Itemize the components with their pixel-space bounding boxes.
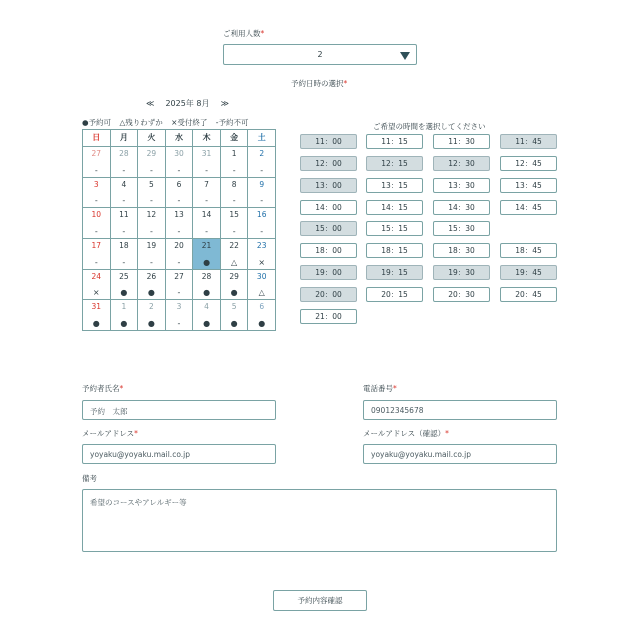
- day-number: 30: [256, 271, 267, 281]
- day-status: ●: [203, 318, 211, 328]
- day-status: -: [232, 196, 236, 206]
- day-number: 17: [91, 240, 102, 250]
- calendar-day[interactable]: [138, 239, 166, 270]
- time-slot-button[interactable]: 20：30: [433, 287, 490, 302]
- time-slot-button: 12：00: [300, 156, 357, 171]
- calendar-day[interactable]: [138, 147, 166, 178]
- day-status: -: [177, 196, 181, 206]
- weekday-header: 火: [138, 130, 166, 147]
- time-slot-button[interactable]: 11：30: [433, 134, 490, 149]
- legend-few: △残りわずか: [119, 118, 163, 127]
- calendar-day[interactable]: [83, 270, 111, 301]
- day-number: 30: [174, 149, 184, 158]
- day-status: -: [149, 165, 153, 175]
- time-slot-button[interactable]: 14：30: [433, 200, 490, 215]
- name-input[interactable]: 予約 太郎: [82, 400, 276, 420]
- day-number: 13: [174, 210, 184, 220]
- time-slot-button[interactable]: 18：30: [433, 243, 490, 258]
- day-status: ×: [258, 257, 266, 267]
- email-label: メールアドレス*: [82, 429, 138, 438]
- day-number: 2: [259, 149, 265, 158]
- calendar-day[interactable]: [111, 178, 139, 209]
- day-status: ●: [147, 288, 155, 298]
- email-confirm-input[interactable]: yoyaku@yoyaku.mail.co.jp: [363, 444, 557, 464]
- phone-label: 電話番号*: [363, 384, 397, 393]
- calendar-day[interactable]: [248, 239, 276, 270]
- day-status: -: [260, 165, 264, 175]
- day-status: ●: [230, 288, 238, 298]
- calendar-day[interactable]: [248, 147, 276, 178]
- day-number: 18: [119, 240, 129, 250]
- day-number: 9: [259, 179, 265, 189]
- day-status: ●: [203, 288, 211, 298]
- time-slot-button[interactable]: 20：15: [366, 287, 423, 302]
- day-number: 11: [119, 210, 129, 220]
- calendar-day[interactable]: [166, 300, 194, 331]
- day-number: 28: [119, 149, 129, 158]
- weekday-header: 木: [193, 130, 221, 147]
- calendar-day[interactable]: [193, 147, 221, 178]
- day-number: 27: [91, 149, 102, 158]
- day-status: -: [122, 165, 126, 175]
- calendar-day[interactable]: [248, 300, 276, 331]
- notes-textarea[interactable]: 希望のコースやアレルギー等: [82, 489, 557, 552]
- time-slot-button: 19：15: [366, 265, 423, 280]
- day-status: -: [232, 165, 236, 175]
- time-slot-button: 12：15: [366, 156, 423, 171]
- calendar-day[interactable]: [166, 178, 194, 209]
- time-slot-button: 11：00: [300, 134, 357, 149]
- day-status: -: [149, 257, 153, 267]
- name-label: 予約者氏名*: [82, 384, 124, 393]
- day-status: ●: [120, 318, 128, 328]
- day-status: -: [205, 196, 208, 206]
- guests-label: ご利用人数*: [223, 29, 265, 38]
- calendar-day[interactable]: [111, 300, 139, 331]
- time-slot-button: 13：00: [300, 178, 357, 193]
- day-status: -: [94, 226, 98, 236]
- calendar-day[interactable]: [166, 208, 194, 239]
- calendar-day[interactable]: [193, 270, 221, 301]
- day-status: -: [122, 196, 126, 206]
- month-nav: [146, 98, 229, 109]
- time-slot-button: 12：30: [433, 156, 490, 171]
- day-status: -: [177, 257, 181, 267]
- day-status: -: [205, 165, 208, 175]
- day-status: ×: [92, 288, 100, 298]
- day-status: -: [232, 226, 236, 236]
- day-number: 4: [121, 179, 127, 189]
- weekday-header: 月: [111, 130, 139, 147]
- confirm-button[interactable]: 予約内容確認: [273, 590, 367, 611]
- calendar-grid: [82, 129, 276, 331]
- day-number: 1: [231, 149, 237, 158]
- day-number: 28: [201, 271, 212, 281]
- email-confirm-label: メールアドレス（確認）*: [363, 429, 449, 438]
- prev-month-button[interactable]: ≪: [146, 99, 155, 108]
- day-status: -: [177, 318, 181, 328]
- day-number: 26: [146, 271, 157, 281]
- day-number: 2: [149, 302, 154, 312]
- calendar-day[interactable]: [221, 270, 249, 301]
- day-status: △: [231, 257, 238, 267]
- day-status: ●: [203, 257, 211, 267]
- time-slot-button[interactable]: 18：15: [366, 243, 423, 258]
- day-number: 29: [146, 149, 157, 158]
- time-slot-button[interactable]: 12：45: [500, 156, 557, 171]
- day-number: 10: [91, 210, 102, 220]
- time-slot-button[interactable]: 13：30: [433, 178, 490, 193]
- weekday-header: 金: [221, 130, 249, 147]
- calendar-day[interactable]: [221, 239, 249, 270]
- calendar-day[interactable]: [83, 147, 111, 178]
- time-slot-button[interactable]: 15：30: [433, 221, 490, 236]
- calendar-day[interactable]: [111, 270, 139, 301]
- time-slot-button: 11：45: [500, 134, 557, 149]
- calendar-day[interactable]: [83, 178, 111, 209]
- day-number: 5: [149, 179, 154, 189]
- day-status: -: [177, 288, 181, 298]
- time-slot-button[interactable]: 18：00: [300, 243, 357, 258]
- day-status: -: [94, 165, 98, 175]
- weekday-header: 水: [166, 130, 194, 147]
- calendar-day[interactable]: [111, 239, 139, 270]
- calendar-day[interactable]: [221, 208, 249, 239]
- month-label: 2025年 8月: [165, 99, 210, 108]
- day-status: ●: [147, 318, 155, 328]
- time-slot-button[interactable]: 13：15: [366, 178, 423, 193]
- calendar-day[interactable]: [221, 147, 249, 178]
- calendar-day[interactable]: [248, 178, 276, 209]
- day-number: 8: [231, 179, 237, 189]
- day-status: ●: [92, 318, 100, 328]
- calendar-day[interactable]: [138, 208, 166, 239]
- day-number: 6: [176, 179, 182, 189]
- day-number: 1: [121, 302, 127, 312]
- day-number: 3: [176, 302, 182, 312]
- calendar-day[interactable]: [166, 147, 194, 178]
- day-number: 31: [201, 149, 212, 158]
- calendar-day[interactable]: [248, 270, 276, 301]
- day-number: 7: [204, 179, 209, 189]
- notes-label: 備考: [82, 474, 97, 483]
- day-status: △: [258, 288, 265, 298]
- time-slot-button[interactable]: 18：45: [500, 243, 557, 258]
- time-slot-button[interactable]: 15：15: [366, 221, 423, 236]
- day-status: -: [149, 226, 153, 236]
- day-number: 6: [259, 302, 265, 312]
- day-number: 3: [93, 179, 99, 189]
- weekday-header: 日: [83, 130, 111, 147]
- calendar-day[interactable]: [193, 208, 221, 239]
- guests-select-value: 2: [317, 50, 323, 59]
- chevron-down-icon: [400, 52, 410, 60]
- day-status: -: [260, 196, 264, 206]
- next-month-button[interactable]: ≫: [220, 99, 229, 108]
- day-number: 16: [256, 210, 267, 220]
- day-status: -: [260, 226, 264, 236]
- legend-closed: ×受付終了: [171, 118, 208, 127]
- day-number: 29: [229, 271, 239, 281]
- calendar-day[interactable]: [221, 178, 249, 209]
- calendar-day[interactable]: [166, 239, 194, 270]
- calendar-legend: [82, 117, 255, 128]
- calendar-day[interactable]: [138, 178, 166, 209]
- day-number: 21: [201, 240, 212, 250]
- day-status: ●: [120, 288, 128, 298]
- day-number: 14: [201, 210, 212, 220]
- legend-unavailable: -予約不可: [215, 118, 249, 127]
- day-status: -: [122, 226, 126, 236]
- day-number: 19: [146, 240, 157, 250]
- time-slot-button: 19：30: [433, 265, 490, 280]
- day-status: ●: [230, 318, 238, 328]
- day-status: -: [149, 196, 153, 206]
- day-status: -: [122, 257, 126, 267]
- day-number: 27: [174, 271, 184, 281]
- day-number: 5: [231, 302, 237, 312]
- guests-select[interactable]: [223, 44, 417, 65]
- day-status: -: [177, 165, 181, 175]
- calendar-day[interactable]: [248, 208, 276, 239]
- time-slot-button[interactable]: 14：45: [500, 200, 557, 215]
- day-number: 20: [174, 240, 184, 250]
- day-number: 22: [229, 240, 239, 250]
- day-status: -: [94, 196, 98, 206]
- time-slot-button[interactable]: 20：45: [500, 287, 557, 302]
- calendar-day[interactable]: [83, 239, 111, 270]
- email-input[interactable]: yoyaku@yoyaku.mail.co.jp: [82, 444, 276, 464]
- calendar-day[interactable]: [83, 300, 111, 331]
- calendar-day[interactable]: [138, 300, 166, 331]
- day-number: 24: [91, 271, 102, 281]
- calendar-day[interactable]: [83, 208, 111, 239]
- time-slot-button: 15：00: [300, 221, 357, 236]
- times-title: ご希望の時間を選択してください: [373, 122, 486, 131]
- day-number: 4: [204, 302, 209, 312]
- day-number: 15: [229, 210, 239, 220]
- time-slot-button[interactable]: 13：45: [500, 178, 557, 193]
- phone-input[interactable]: 09012345678: [363, 400, 557, 420]
- day-status: -: [205, 226, 208, 236]
- time-slot-button[interactable]: 21：00: [300, 309, 357, 324]
- calendar-day[interactable]: [111, 208, 139, 239]
- calendar-day[interactable]: [221, 300, 249, 331]
- day-status: ●: [258, 318, 266, 328]
- datetime-label: 予約日時の選択*: [291, 79, 348, 88]
- legend-available: ●予約可: [82, 118, 112, 127]
- day-number: 12: [146, 210, 157, 220]
- calendar-day-selected[interactable]: [193, 239, 221, 270]
- time-slot-button: 19：45: [500, 265, 557, 280]
- day-status: -: [94, 257, 98, 267]
- day-number: 23: [256, 240, 267, 250]
- calendar-day[interactable]: [138, 270, 166, 301]
- weekday-header: 土: [248, 130, 276, 147]
- calendar-day[interactable]: [111, 147, 139, 178]
- time-slot-button: 19：00: [300, 265, 357, 280]
- calendar-day[interactable]: [166, 270, 194, 301]
- day-number: 31: [91, 302, 102, 312]
- time-slot-button: 20：00: [300, 287, 357, 302]
- calendar-day[interactable]: [193, 178, 221, 209]
- calendar-day[interactable]: [193, 300, 221, 331]
- time-slot-button[interactable]: 14：00: [300, 200, 357, 215]
- day-status: -: [177, 226, 181, 236]
- day-number: 25: [119, 271, 129, 281]
- time-slot-button[interactable]: 14：15: [366, 200, 423, 215]
- time-slot-button[interactable]: 11：15: [366, 134, 423, 149]
